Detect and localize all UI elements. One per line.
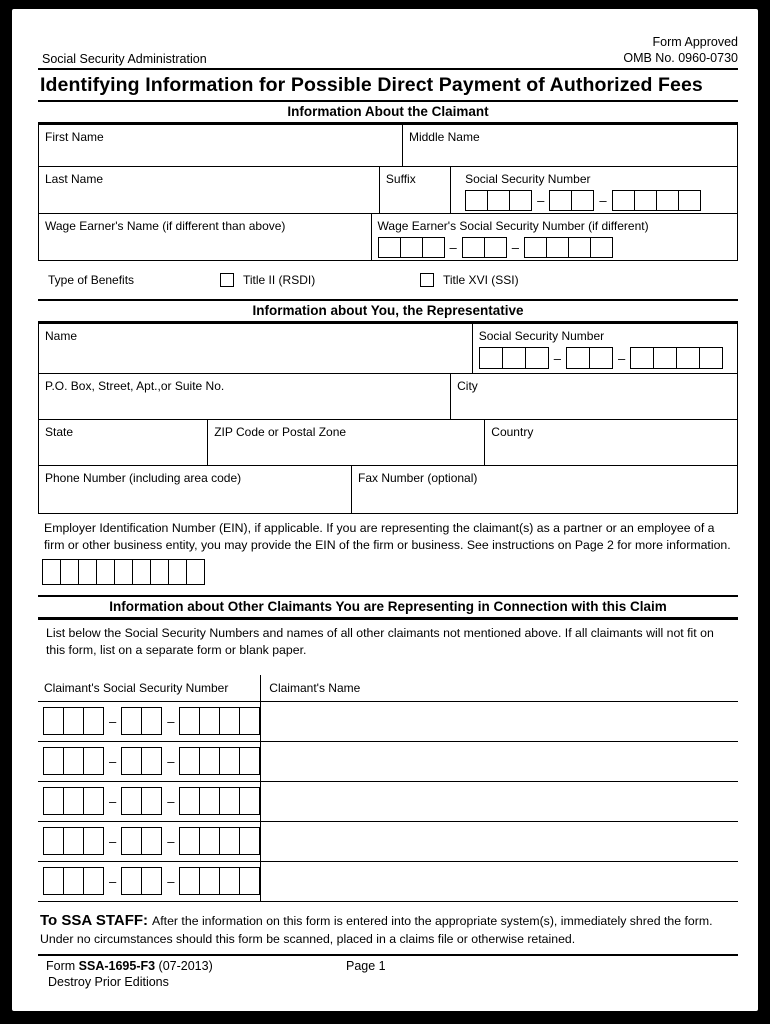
other-claimant-ssn-boxes-5: [43, 867, 260, 895]
char-box[interactable]: [121, 787, 142, 815]
char-box[interactable]: [83, 747, 104, 775]
dash-separator: –: [109, 793, 117, 809]
other-claimant-ssn-boxes-2: [43, 747, 260, 775]
form-title: Identifying Information for Possible Direct Payment of Authorized Fees: [40, 74, 703, 97]
box-group: [43, 747, 104, 775]
dash-separator: –: [511, 240, 520, 256]
char-box[interactable]: [590, 237, 613, 258]
char-box[interactable]: [114, 559, 133, 585]
char-box[interactable]: [63, 827, 84, 855]
title-ii-rsdi-label: Title II (RSDI): [243, 273, 316, 288]
char-box[interactable]: [83, 827, 104, 855]
wage-earner-ssn-field[interactable]: [371, 214, 737, 260]
char-box[interactable]: [656, 190, 679, 211]
dash-separator: –: [167, 713, 175, 729]
char-box[interactable]: [502, 347, 526, 369]
char-box[interactable]: [43, 867, 64, 895]
char-box[interactable]: [179, 787, 200, 815]
box-group: [179, 707, 260, 735]
wage-earner-ssn-label: Wage Earner's Social Security Number (if different): [377, 219, 649, 234]
char-box[interactable]: [549, 190, 572, 211]
char-box[interactable]: [199, 867, 220, 895]
char-box[interactable]: [199, 747, 220, 775]
char-box[interactable]: [239, 867, 260, 895]
dash-separator: –: [109, 873, 117, 889]
other-claimants-table: [38, 675, 738, 902]
char-box[interactable]: [634, 190, 657, 211]
other-claimant-ssn-boxes-3: [43, 787, 260, 815]
zip-label: ZIP Code or Postal Zone: [214, 425, 347, 440]
char-box[interactable]: [525, 347, 549, 369]
address-label: P.O. Box, Street, Apt.,or Suite No.: [45, 379, 225, 394]
char-box[interactable]: [63, 787, 84, 815]
char-box[interactable]: [121, 867, 142, 895]
dash-separator: –: [599, 193, 607, 209]
box-group: [121, 747, 162, 775]
box-group: [121, 707, 162, 735]
other-claimant-ssn-3: [38, 782, 261, 821]
char-box[interactable]: [150, 559, 169, 585]
other-claimants-header-row: [38, 675, 738, 702]
last-name-label: Last Name: [45, 172, 104, 187]
box-group: [121, 787, 162, 815]
claimant-ssn-label: Social Security Number: [465, 172, 591, 187]
address-row: [38, 374, 738, 420]
agency-name: Social Security Administration: [42, 52, 207, 67]
char-box[interactable]: [141, 707, 162, 735]
suffix-field[interactable]: [379, 167, 450, 213]
char-box[interactable]: [219, 787, 240, 815]
ssn-column-label: Claimant's Social Security Number: [44, 680, 229, 695]
section-heading-claimant: Information About the Claimant: [38, 100, 738, 125]
char-box[interactable]: [699, 347, 723, 369]
char-box[interactable]: [43, 827, 64, 855]
other-claimant-name-field-1[interactable]: [261, 702, 738, 741]
char-box[interactable]: [141, 747, 162, 775]
representative-ssn-field[interactable]: [472, 324, 737, 373]
char-box[interactable]: [422, 237, 445, 258]
form-number-suffix: (07-2013): [155, 958, 213, 973]
char-box[interactable]: [83, 867, 104, 895]
char-box[interactable]: [568, 237, 591, 258]
char-box[interactable]: [589, 347, 613, 369]
first-name-field[interactable]: [39, 125, 402, 166]
char-box[interactable]: [83, 707, 104, 735]
char-box[interactable]: [43, 747, 64, 775]
fax-field[interactable]: [351, 466, 737, 513]
char-box[interactable]: [63, 747, 84, 775]
char-box[interactable]: [239, 787, 260, 815]
char-box[interactable]: [141, 827, 162, 855]
middle-name-field[interactable]: [402, 125, 737, 166]
char-box[interactable]: [509, 190, 532, 211]
char-box[interactable]: [546, 237, 569, 258]
claimant-name-row: [38, 125, 738, 167]
claimant-ssn-field[interactable]: [450, 167, 737, 213]
box-group: [179, 867, 260, 895]
ssn-column-header: [38, 675, 261, 701]
city-field[interactable]: [450, 374, 737, 419]
type-of-benefits-row: [38, 261, 738, 299]
wage-earner-name-label: Wage Earner's Name (if different than above): [45, 219, 286, 234]
form-number-line: [38, 959, 346, 973]
char-box[interactable]: [612, 190, 635, 211]
box-group: [43, 827, 104, 855]
dash-separator: –: [167, 753, 175, 769]
representative-ssn-boxes: [479, 347, 731, 369]
footer-row: [38, 959, 738, 973]
dash-separator: –: [449, 240, 457, 256]
dash-separator: –: [109, 833, 117, 849]
phone-fax-row: [38, 466, 738, 514]
char-box[interactable]: [239, 747, 260, 775]
char-box[interactable]: [179, 747, 200, 775]
char-box[interactable]: [96, 559, 115, 585]
fax-label: Fax Number (optional): [358, 471, 478, 486]
box-group: [179, 747, 260, 775]
omb-number: OMB No. 0960-0730: [623, 50, 738, 65]
char-box[interactable]: [653, 347, 677, 369]
other-claimant-ssn-1: [38, 702, 261, 741]
other-claimant-name-field-4[interactable]: [261, 822, 738, 861]
staff-note: [40, 910, 736, 948]
box-group: [566, 347, 613, 369]
box-group: [121, 867, 162, 895]
char-box[interactable]: [132, 559, 151, 585]
char-box[interactable]: [465, 190, 488, 211]
char-box[interactable]: [179, 827, 200, 855]
box-group: [43, 787, 104, 815]
form-approval-block: [623, 35, 738, 66]
representative-name-label: Name: [45, 329, 78, 344]
box-group: [179, 827, 260, 855]
other-claimant-row-2: [38, 742, 738, 782]
dash-separator: –: [167, 873, 175, 889]
char-box[interactable]: [678, 190, 701, 211]
form-number: SSA-1695-F3: [78, 958, 156, 973]
ein-instructions: Employer Identification Number (EIN), if applicable. If you are representing the claimant(s) as a partner or an employee of a firm or other business entity, you may provide the EIN of the firm or business. See instructions on Page 2 for more information.: [44, 521, 731, 552]
box-group: [549, 190, 594, 211]
staff-note-label: To SSA STAFF:: [40, 911, 149, 929]
type-of-benefits-label: Type of Benefits: [48, 273, 135, 288]
char-box[interactable]: [42, 559, 61, 585]
name-column-header: [261, 675, 738, 701]
box-group: [479, 347, 549, 369]
dash-separator: –: [109, 753, 117, 769]
char-box[interactable]: [63, 707, 84, 735]
char-box[interactable]: [524, 237, 547, 258]
char-box[interactable]: [479, 347, 503, 369]
box-group: [630, 347, 723, 369]
box-group: [465, 190, 532, 211]
other-claimant-name-field-2[interactable]: [261, 742, 738, 781]
char-box[interactable]: [179, 707, 200, 735]
dash-separator: –: [537, 193, 545, 209]
city-label: City: [457, 379, 478, 394]
other-claimant-ssn-4: [38, 822, 261, 861]
dash-separator: –: [553, 350, 561, 366]
other-claimant-row-4: [38, 822, 738, 862]
other-claimant-name-field-3[interactable]: [261, 782, 738, 821]
box-group: [43, 707, 104, 735]
representative-name-field[interactable]: [39, 324, 472, 373]
state-label: State: [45, 425, 74, 440]
char-box[interactable]: [400, 237, 423, 258]
char-box[interactable]: [43, 707, 64, 735]
char-box[interactable]: [121, 707, 142, 735]
char-box[interactable]: [168, 559, 187, 585]
wage-earner-row: [38, 214, 738, 261]
country-field[interactable]: [484, 420, 737, 465]
page-footer: [38, 954, 738, 989]
claimant-ssn-boxes: [465, 190, 731, 211]
zip-field[interactable]: [207, 420, 484, 465]
address-field[interactable]: [39, 374, 450, 419]
last-name-field[interactable]: [39, 167, 379, 213]
wage-earner-name-field[interactable]: [39, 214, 371, 260]
claimant-lastname-ssn-row: [38, 167, 738, 214]
char-box[interactable]: [484, 237, 507, 258]
char-box[interactable]: [676, 347, 700, 369]
dash-separator: –: [167, 833, 175, 849]
section-heading-representative: Information about You, the Representative: [38, 299, 738, 324]
other-claimants-instructions: List below the Social Security Numbers and names of all other claimants not mentioned above. If all claimants will not fit on this form, list on a separate form or blank paper.: [46, 626, 714, 658]
title-xvi-ssi-checkbox[interactable]: [420, 273, 434, 287]
char-box[interactable]: [121, 747, 142, 775]
box-group: [462, 237, 507, 258]
box-group: [121, 827, 162, 855]
char-box[interactable]: [571, 190, 594, 211]
name-column-label: Claimant's Name: [269, 680, 361, 695]
char-box[interactable]: [487, 190, 510, 211]
destroy-note: Destroy Prior Editions: [48, 974, 169, 989]
first-name-label: First Name: [45, 130, 104, 145]
char-box[interactable]: [239, 707, 260, 735]
middle-name-label: Middle Name: [408, 130, 480, 145]
other-claimant-row-1: [38, 702, 738, 742]
char-box[interactable]: [378, 237, 401, 258]
char-box[interactable]: [199, 707, 220, 735]
country-label: Country: [491, 425, 534, 440]
dash-separator: –: [109, 713, 117, 729]
char-box[interactable]: [219, 867, 240, 895]
char-box[interactable]: [186, 559, 205, 585]
page-header: [38, 35, 738, 70]
representative-ssn-label: Social Security Number: [478, 329, 605, 344]
char-box[interactable]: [78, 559, 97, 585]
dash-separator: –: [167, 793, 175, 809]
phone-label: Phone Number (including area code): [45, 471, 242, 486]
box-group: [378, 237, 445, 258]
char-box[interactable]: [630, 347, 654, 369]
other-claimant-row-5: [38, 862, 738, 902]
char-box[interactable]: [219, 747, 240, 775]
box-group: [43, 867, 104, 895]
char-box[interactable]: [63, 867, 84, 895]
state-field[interactable]: [39, 420, 207, 465]
other-claimant-ssn-2: [38, 742, 261, 781]
char-box[interactable]: [83, 787, 104, 815]
char-box[interactable]: [141, 787, 162, 815]
char-box[interactable]: [43, 787, 64, 815]
ein-boxes: [42, 559, 738, 585]
box-group: [612, 190, 701, 211]
form-page: [12, 9, 758, 1011]
staff-note-text: After the information on this form is entered into the appropriate system(s), immediately shred the form. Under no circumstances should this form be scanned, placed in a claims file or otherwise retained.: [40, 913, 713, 946]
box-group: [179, 787, 260, 815]
other-claimant-ssn-boxes-1: [43, 707, 260, 735]
char-box[interactable]: [199, 787, 220, 815]
char-box[interactable]: [239, 827, 260, 855]
box-group: [524, 237, 613, 258]
section-heading-other-claimants: Information about Other Claimants You are Representing in Connection with this Claim: [38, 595, 738, 620]
char-box[interactable]: [141, 867, 162, 895]
suffix-label: Suffix: [385, 172, 416, 187]
page-number: Page 1: [346, 958, 386, 973]
state-zip-country-row: [38, 420, 738, 466]
char-box[interactable]: [60, 559, 79, 585]
other-claimant-name-field-5[interactable]: [261, 862, 738, 901]
other-claimant-ssn-5: [38, 862, 261, 901]
box-group: [42, 559, 205, 585]
phone-field[interactable]: [39, 466, 351, 513]
title-ii-rsdi-checkbox[interactable]: [220, 273, 234, 287]
other-claimant-row-3: [38, 782, 738, 822]
char-box[interactable]: [462, 237, 485, 258]
char-box[interactable]: [121, 827, 142, 855]
other-claimant-ssn-boxes-4: [43, 827, 260, 855]
char-box[interactable]: [199, 827, 220, 855]
char-box[interactable]: [219, 827, 240, 855]
form-number-prefix: Form: [46, 958, 79, 973]
char-box[interactable]: [219, 707, 240, 735]
char-box[interactable]: [566, 347, 590, 369]
wage-earner-ssn-boxes: [378, 237, 731, 258]
char-box[interactable]: [179, 867, 200, 895]
form-approved-text: Form Approved: [652, 35, 738, 49]
representative-name-row: [38, 324, 738, 374]
title-xvi-ssi-label: Title XVI (SSI): [443, 273, 519, 288]
dash-separator: –: [617, 350, 626, 366]
